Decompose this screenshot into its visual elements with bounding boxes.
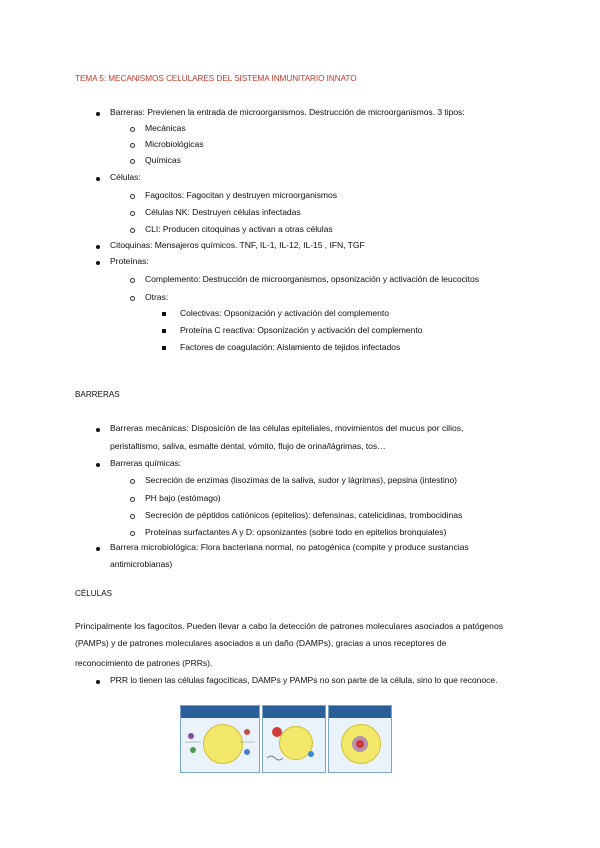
barreras-tipo: Mecánicas <box>145 123 186 133</box>
bullet <box>96 245 100 249</box>
bullet <box>96 463 100 467</box>
square-bullet <box>162 346 166 350</box>
sub-bullet <box>130 211 135 216</box>
sub-bullet <box>130 159 135 164</box>
figure-panel-header <box>263 706 325 718</box>
figure-panel-header <box>181 706 259 718</box>
otras-item: Proteína C reactiva: Opsonización y activación del complemento <box>180 325 423 335</box>
square-bullet <box>162 312 166 316</box>
prr-figure <box>180 705 390 775</box>
celulas-item: Fagocitos: Fagocitan y destruyen microorganismos <box>145 190 338 200</box>
figure-panel-1 <box>180 705 260 773</box>
bullet <box>96 547 100 551</box>
otras-item: Colectivas: Opsonización y activación del complemento <box>180 308 389 318</box>
section-heading-barreras: BARRERAS <box>75 390 120 399</box>
celulas-para-line-2: (PAMPs) y de patrones moleculares asociados a un daño (DAMPs), gracias a unos receptores de <box>75 638 447 648</box>
sub-bullet <box>130 497 135 502</box>
quimicas-item: Secreción de péptidos catiónicos (epitelios): defensinas, catelicidinas, trombocidinas <box>145 510 463 520</box>
outline-celulas: Células: <box>110 172 141 182</box>
sub-bullet <box>130 278 135 283</box>
figure-panel-3 <box>328 705 392 773</box>
page-title: TEMA 5: MECANISMOS CELULARES DEL SISTEMA INMUNITARIO INNATO <box>75 74 357 83</box>
sub-bullet <box>130 296 135 301</box>
figure-panel-header <box>329 706 391 718</box>
outline-citoquinas: Citoquinas: Mensajeros químicos. TNF, IL-1, IL-12, IL-15 , IFN, TGF <box>110 240 365 250</box>
outline-barreras: Barreras: Previenen la entrada de microorganismos. Destrucción de microorganismos. 3 tipos: <box>110 107 465 117</box>
bullet <box>96 112 100 116</box>
sub-bullet <box>130 514 135 519</box>
outline-complemento: Complemento: Destrucción de microorganismos, opsonización y activación de leucocitos <box>145 274 479 284</box>
figure-panel-2 <box>262 705 326 773</box>
outline-proteinas: Proteínas: <box>110 256 149 266</box>
otras-item: Factores de coagulación: Aislamiento de tejidos infectados <box>180 342 401 352</box>
sub-bullet <box>130 228 135 233</box>
sub-bullet <box>130 194 135 199</box>
bullet <box>96 177 100 181</box>
sub-bullet <box>130 479 135 484</box>
outline-otras: Otras: <box>145 292 169 302</box>
square-bullet <box>162 329 166 333</box>
mecanicas-line-2: peristaltismo, saliva, esmalte dental, vómito, flujo de orina/lágrimas, tos… <box>110 441 386 451</box>
quimicas-item: PH bajo (estómago) <box>145 493 221 503</box>
phagosome-icon <box>329 718 391 770</box>
pathogen-icon <box>263 718 325 770</box>
celulas-item: CLI: Producen citoquinas y activan a otras células <box>145 224 333 234</box>
barreras-quimicas: Barreras químicas: <box>110 458 182 468</box>
celulas-para-line-1: Principalmente los fagocitos. Pueden llevar a cabo la detección de patrones moleculares asociados a patógenos <box>75 621 504 631</box>
celulas-para-line-3: reconocimiento de patrones (PRRs). <box>75 658 213 668</box>
sub-bullet <box>130 531 135 536</box>
mecanicas-line-1: Barreras mecánicas: Disposición de las células epiteliales, movimientos del mucus por cilios, <box>110 423 464 433</box>
sub-bullet <box>130 127 135 132</box>
sub-bullet <box>130 143 135 148</box>
quimicas-item: Secreción de enzimas (lisozimas de la saliva, sudor y lágrimas), pepsina (intestino) <box>145 475 457 485</box>
celulas-item: Células NK: Destruyen células infectadas <box>145 207 301 217</box>
bullet <box>96 680 100 684</box>
bullet <box>96 261 100 265</box>
microbiologica-line-1: Barrera microbiológica: Flora bacteriana normal, no patogénica (compite y produce sustancias <box>110 542 469 552</box>
barreras-tipo: Químicas <box>145 155 181 165</box>
quimicas-item: Proteínas surfactantes A y D: opsonizantes (sobre todo en epitelios bronquiales) <box>145 527 447 537</box>
celulas-bullet: PRR lo tienen las células fagocíticas, DAMPs y PAMPs no son parte de la célula, sino lo que reconoce. <box>110 675 498 685</box>
receptors-icon <box>181 718 259 770</box>
microbiologica-line-2: antimicrobianas) <box>110 559 173 569</box>
section-heading-celulas: CÉLULAS <box>75 589 112 598</box>
bullet <box>96 428 100 432</box>
barreras-tipo: Microbiológicas <box>145 139 204 149</box>
